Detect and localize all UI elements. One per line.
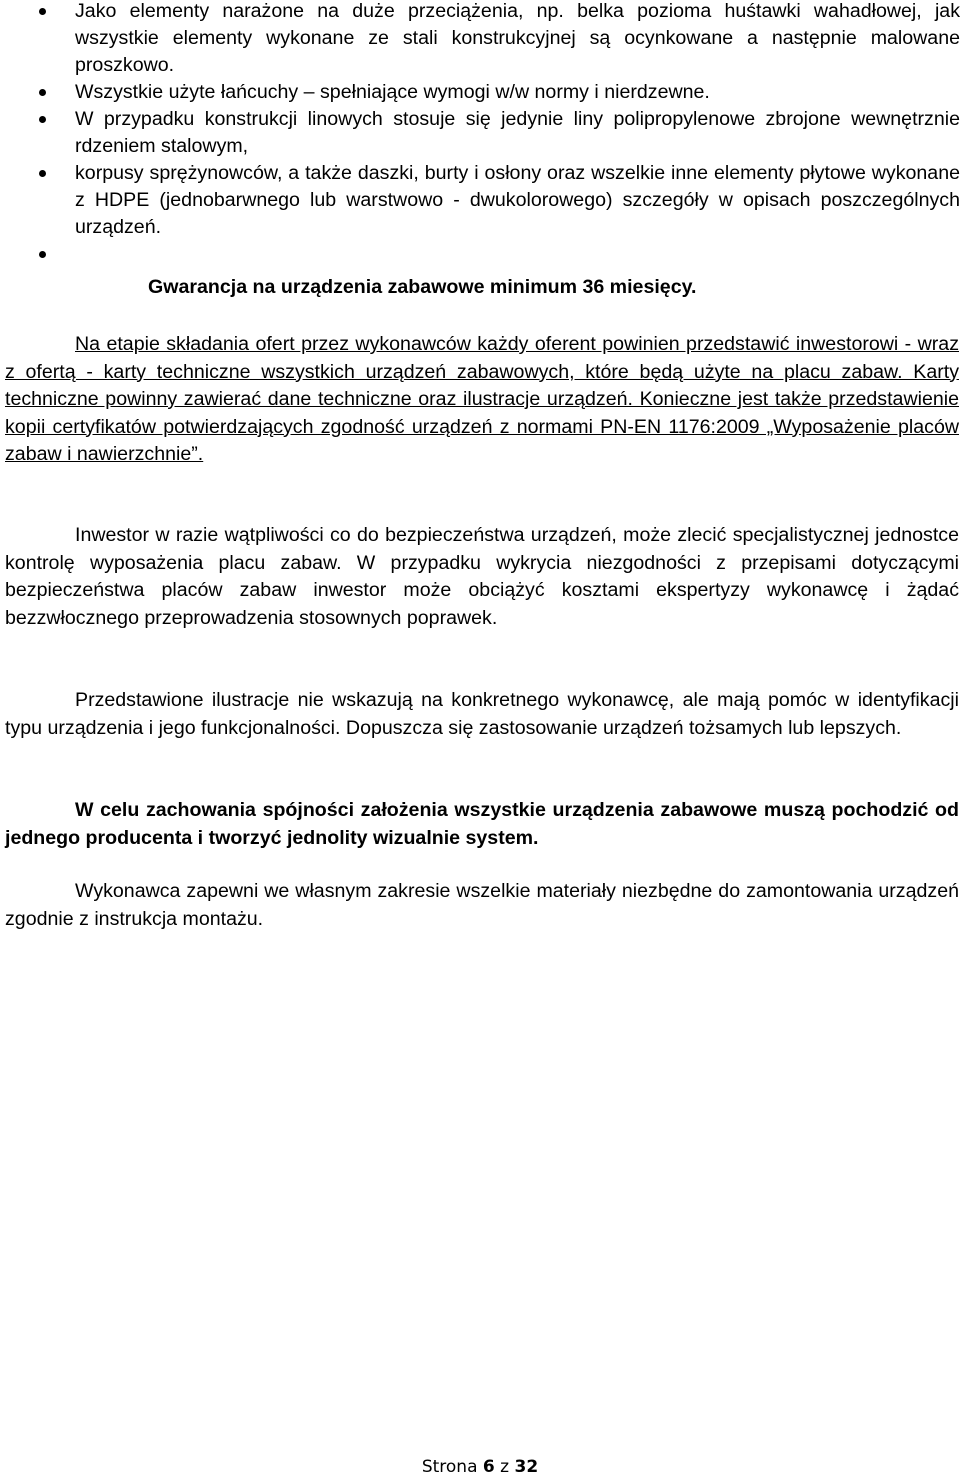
paragraph-text: Na etapie składania ofert przez wykonawców każdy oferent powinien przedstawić inwestorowi - wraz z ofertą - karty techniczne wszystkich urządzeń zabawowych, które będą użyte na placu zabaw. Karty techniczne powinny zawierać dane techniczne oraz ilustracje urządzeń. Konieczne jest także przedstawienie kopii certyfikatów potwierdzających zgodność urządzeń z normami PN-EN 1176:2009 „Wyposażenie placów zabaw i nawierzchnie”. bbox=[5, 333, 959, 465]
list-item bbox=[0, 79, 960, 106]
list-item-text: korpusy sprężynowców, a także daszki, burty i osłony oraz wszelkie inne elementy płytowe wykonane z HDPE (jednobarwnego lub warstwowo - dwukolorowego) szczegóły w opisach poszczególnych urządzeń. bbox=[75, 162, 960, 238]
list-item-text: Jako elementy narażone na duże przeciążenia, np. belka pozioma huśtawki wahadłowej, jak wszystkie elementy wykonane ze stali konstrukcyjnej są ocynkowane a następnie malowane proszkowo. bbox=[75, 0, 960, 76]
bullet-icon bbox=[39, 170, 46, 177]
bullet-list bbox=[0, 0, 960, 268]
current-page-number: 6 bbox=[482, 1457, 495, 1477]
list-item-text: Wszystkie użyte łańcuchy – spełniające wymogi w/w normy i nierdzewne. bbox=[75, 81, 710, 103]
bullet-icon bbox=[39, 8, 46, 15]
footer-of: z bbox=[500, 1457, 510, 1477]
paragraph-text: Wykonawca zapewni we własnym zakresie wszelkie materiały niezbędne do zamontowania urządzeń zgodnie z instrukcja montażu. bbox=[5, 880, 959, 930]
single-producer-paragraph bbox=[5, 797, 959, 852]
list-item-text: W przypadku konstrukcji linowych stosuje się jedynie liny polipropylenowe zbrojone wewnętrznie rdzeniem stalowym, bbox=[75, 108, 960, 157]
bullet-icon bbox=[39, 251, 46, 258]
list-item-empty bbox=[0, 241, 960, 268]
materials-paragraph bbox=[5, 878, 959, 933]
warranty-heading: Gwarancja na urządzenia zabawowe minimum 36 miesięcy. bbox=[148, 276, 697, 298]
paragraph-text: Przedstawione ilustracje nie wskazują na konkretnego wykonawcę, ale mają pomóc w identyfikacji typu urządzenia i jego funkcjonalności. Dopuszcza się zastosowanie urządzeń tożsamych lub lepszych. bbox=[5, 689, 959, 739]
list-item bbox=[0, 106, 960, 160]
bullet-icon bbox=[39, 116, 46, 123]
bullet-icon bbox=[39, 89, 46, 96]
page-footer bbox=[0, 1457, 960, 1477]
total-pages-number: 32 bbox=[514, 1457, 539, 1477]
illustrations-paragraph bbox=[5, 687, 959, 742]
list-item bbox=[0, 0, 960, 79]
offer-requirements-paragraph bbox=[5, 331, 959, 469]
inspection-paragraph bbox=[5, 522, 959, 632]
footer-prefix: Strona bbox=[421, 1457, 478, 1477]
paragraph-text: W celu zachowania spójności założenia wszystkie urządzenia zabawowe muszą pochodzić od jednego producenta i tworzyć jednolity wizualnie system. bbox=[5, 799, 959, 849]
paragraph-text: Inwestor w razie wątpliwości co do bezpieczeństwa urządzeń, może zlecić specjalistycznej jednostce kontrolę wyposażenia placu zabaw. W przypadku wykrycia niezgodności z przepisami dotyczącymi bezpieczeństwa placów zabaw inwestor może obciążyć kosztami ekspertyzy wykonawcę i żądać bezzwłocznego przeprowadzenia stosownych poprawek. bbox=[5, 524, 959, 629]
list-item bbox=[0, 160, 960, 241]
